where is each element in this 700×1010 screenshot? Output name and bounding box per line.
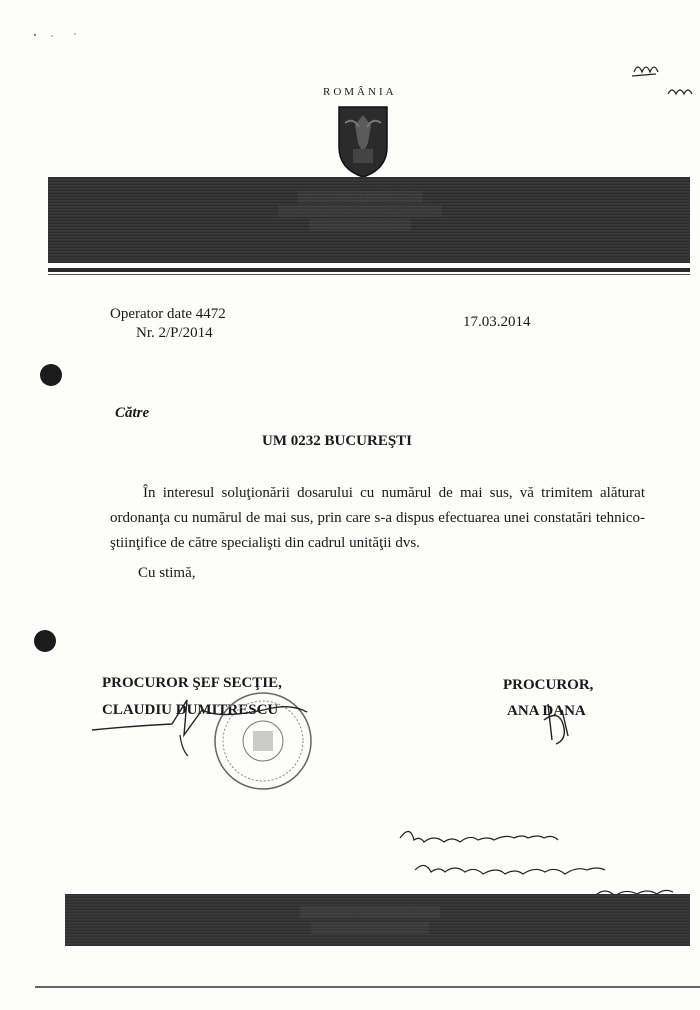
country-header: ROMÂNIA (323, 86, 397, 98)
recipient-prefix: Către (115, 405, 150, 421)
signature-left-icon (92, 690, 312, 760)
recipient-name: UM 0232 BUCUREŞTI (262, 433, 413, 449)
banner-bottom-faded-text: ▒▒▒▒▒▒▒▒▒▒▒▒▒▒▒▒▒▒ ▒▒▒▒▒▒▒▒▒▒▒▒▒▒▒ (299, 906, 441, 934)
banner-top-faded-text: ▒▒▒▒▒▒▒▒▒▒▒▒▒▒▒▒ ▒▒▒▒▒▒▒▒▒▒▒▒▒▒▒▒▒▒▒▒▒ ▒▒▒▒▒▒▒▒▒▒▒▒▒ (278, 191, 442, 231)
letter-paragraph: În interesul soluţionării dosarului cu numărul de mai sus, vă trimitem alăturat ordonanţa cu numărul de mai sus, prin care s-a dispus efectuarea unei constatări tehnico-ştiinţifice de către specialişti din cadrul unităţii dvs. (110, 485, 645, 551)
file-number: Nr. 2/P/2014 (136, 325, 213, 341)
signer-left-name: CLAUDIU DUMITRESCU (102, 702, 279, 718)
letter-body (110, 481, 645, 556)
header-rule-thin (48, 274, 690, 275)
signer-right-name: ANA DANA (507, 703, 586, 719)
closing-salutation: Cu stimă, (138, 565, 196, 581)
handwritten-margin-note-icon (630, 58, 700, 108)
romanian-coat-of-arms-icon (335, 103, 391, 179)
scan-specks (30, 30, 90, 40)
signer-left-title: PROCUROR ŞEF SECŢIE, (102, 675, 282, 691)
signer-right-title: PROCUROR, (503, 677, 594, 693)
punch-hole (40, 364, 62, 386)
operator-number: Operator date 4472 (110, 306, 226, 322)
signature-right-icon (540, 700, 580, 748)
footer-rule (35, 986, 700, 988)
header-rule (48, 268, 690, 272)
punch-hole (34, 630, 56, 652)
document-date: 17.03.2014 (463, 314, 531, 330)
